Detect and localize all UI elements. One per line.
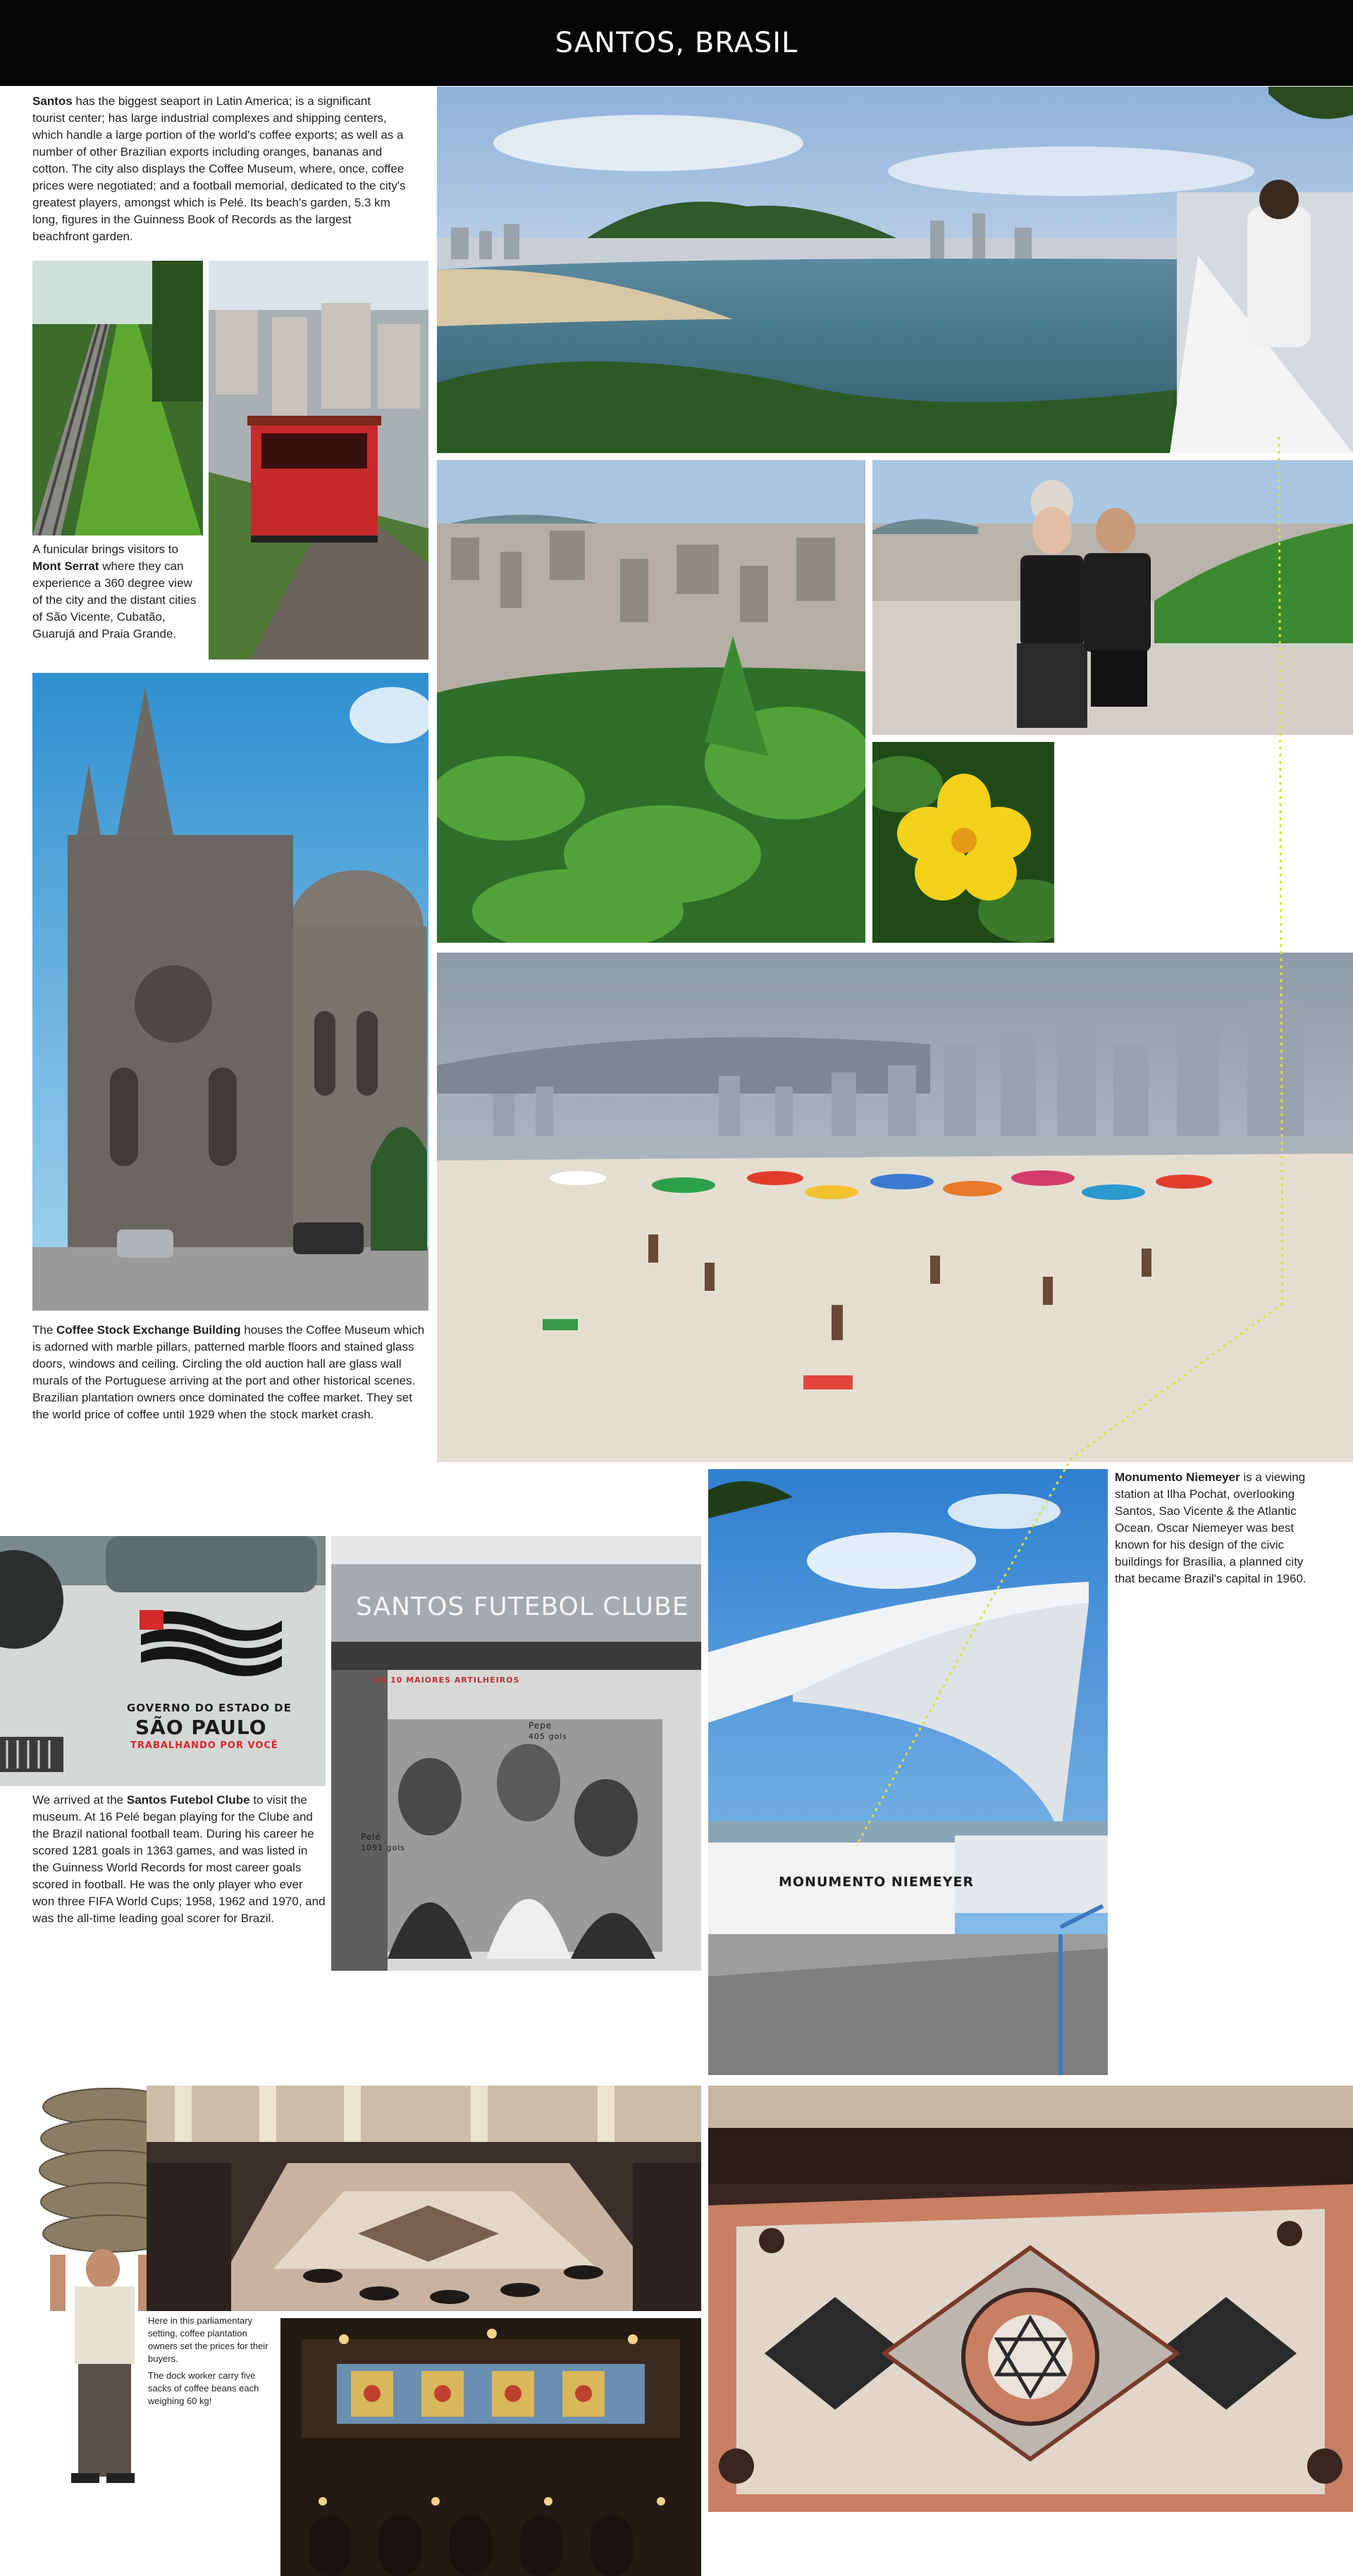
funicular-car-photo: [209, 261, 428, 660]
parliament-line2: The dock worker carry five sacks of coffee beans each weighing 60 kg!: [148, 2370, 259, 2406]
museum-banner: OS 10 MAIORES ARTILHEIROS: [373, 1676, 520, 1685]
bus-logo-photo: [0, 1536, 326, 1786]
intro-body: has the biggest seaport in Latin America; is a significant tourist center; has large industrial complexes and shipping centers, which handle a large portion of the world's coffee exports; as well as a number of other Brazilian exports including oranges, bananas and cotton. The city also displays the Coffee Museum, where, once, coffee prices were negotiated; and a football memorial, dedicated to the city's greatest players, amongst which is Pelé. Its beach's garden, 5.3 km long, figures in the Guinness Book of Records as the largest beachfront garden.: [32, 94, 406, 243]
coffee-exchange-bold: Coffee Stock Exchange Building: [56, 1323, 241, 1337]
yellow-flower-photo: [872, 742, 1054, 943]
funicular-post: where they can experience a 360 degree view of the city and the distant cities of São Vicente, Cubatão, Guarujá and Praia Grande.: [32, 559, 197, 640]
funicular-track-photo: [32, 261, 203, 535]
intro-lead: Santos: [32, 94, 73, 108]
niemeyer-bold: Monumento Niemeyer: [1115, 1470, 1240, 1484]
funicular-bold: Mont Serrat: [32, 559, 99, 573]
coffee-exchange-text: [32, 1322, 428, 1423]
coffee-exchange-post: houses the Coffee Museum which is adorned with marble pillars, patterned marble floors and stained glass doors, windows and ceiling. Circling the old auction hall are glass wall murals of the Portuguese arriving at the port and other historical scenes. Brazilian plantation owners once dominated the coffee market. They set the world price of coffee until 1929 when the stock market crash.: [32, 1323, 425, 1421]
bus-sign-line3: TRABALHANDO POR VOCÊ: [130, 1740, 278, 1751]
coffee-exchange-pre: The: [32, 1323, 57, 1337]
page-title: SANTOS, BRASIL: [555, 27, 798, 59]
pepe-goals: 405 gols: [529, 1732, 567, 1741]
bus-sign-line2: SÃO PAULO: [135, 1716, 267, 1739]
futebol-bold: Santos Futebol Clube: [126, 1793, 250, 1807]
niemeyer-post: is a viewing station at Ilha Pochat, overlooking Santos, Sao Vicente & the Atlantic Ocean. Oscar Niemeyer was best known for his design of the civic buildings for Brasília, a planned city that became Brazil's capital in 1960.: [1115, 1470, 1306, 1585]
pepe-label: Pepe: [529, 1721, 552, 1730]
stained-glass-ceiling-photo: [280, 2318, 701, 2576]
funicular-pre: A funicular brings visitors to: [32, 543, 178, 556]
beach-umbrellas-photo: [437, 953, 1353, 1462]
monument-sign: MONUMENTO NIEMEYER: [779, 1874, 975, 1890]
marble-floor-photo: [708, 2086, 1353, 2512]
monumento-niemeyer-photo: [708, 1469, 1108, 2075]
futebol-post: to visit the museum. At 16 Pelé began playing for the Clube and the Brazil national football team. During his career he scored 1281 goals in 1363 games, and was listed in the Guinness World Records for most career goals scored in football. He was the only player who ever won three FIFA World Cups; 1958, 1962 and 1970, and was the all-time leading goal scorer for Brazil.: [32, 1793, 326, 1925]
futebol-museum-photo: [331, 1536, 701, 1971]
niemeyer-text: [1115, 1469, 1326, 1587]
pele-goals: 1091 gols: [361, 1843, 405, 1852]
intro-text: [32, 93, 406, 245]
cathedral-photo: [32, 673, 428, 1311]
funicular-text: [32, 541, 204, 643]
futebol-pre: We arrived at the: [32, 1793, 127, 1807]
bus-sign-line1: GOVERNO DO ESTADO DE: [127, 1702, 292, 1714]
city-view-photo: [437, 460, 865, 943]
auction-hall-photo: [147, 2086, 701, 2311]
club-sign: SANTOS FUTEBOL CLUBE: [356, 1592, 689, 1621]
pele-label: Pelé: [361, 1832, 381, 1842]
parliament-line1: Here in this parliamentary setting, coffee plantation owners set the prices for their buyers.: [148, 2315, 268, 2364]
futebol-text: [32, 1792, 327, 1927]
couple-photo: [872, 460, 1353, 735]
parliament-text: [148, 2315, 278, 2408]
page-header: [0, 0, 1353, 86]
beach-bay-photo: [437, 87, 1353, 453]
